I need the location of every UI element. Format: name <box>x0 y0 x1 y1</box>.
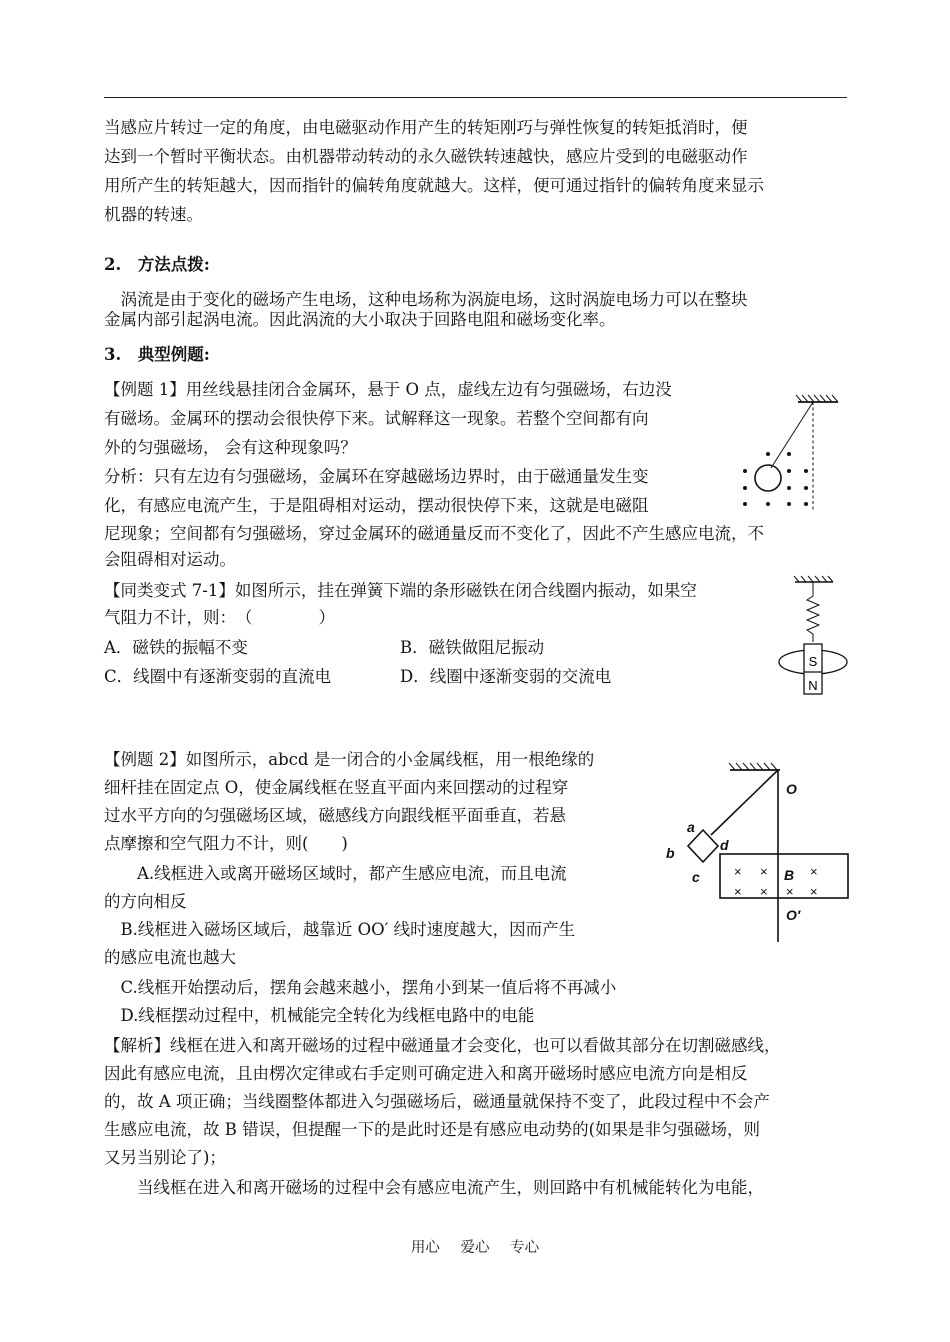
label-o-prime: O′ <box>786 907 801 923</box>
analysis-text: 【解析】线框在进入和离开磁场的过程中磁通量才会变化，也可以看做其部分在切割磁感线， <box>104 1036 781 1055</box>
option-b-cont: 的感应电流也越大 <box>104 948 236 967</box>
option-a-cont: 的方向相反 <box>104 892 187 911</box>
analysis-text: 因此有感应电流，且由楞次定律或右手定则可确定进入和离开磁场时感应电流方向是相反 <box>104 1064 748 1083</box>
label-o: O <box>786 781 797 797</box>
pendulum-ring-figure <box>740 392 840 512</box>
magnet-s-label: S <box>808 654 818 669</box>
example-text: 会阻碍相对运动。 <box>104 550 236 569</box>
footer-word: 爱心 <box>460 1240 490 1256</box>
label-b: b <box>666 845 675 861</box>
analysis-text: 当线框在进入和离开磁场的过程中会有感应电流产生，则回路中有机械能转化为电能， <box>104 1178 764 1197</box>
header-rule <box>104 97 847 98</box>
body-text: 机器的转速。 <box>104 205 203 224</box>
svg-text:×: × <box>760 864 768 879</box>
label-d: d <box>720 837 729 853</box>
analysis-text: 的，故 A 项正确；当线圈整体都进入匀强磁场后，磁通量就保持不变了，此段过程中不会产 <box>104 1092 770 1111</box>
option-c: C.线框开始摆动后，摆角会越来越小，摆角小到某一值后将不再减小 <box>104 978 617 997</box>
label-a: a <box>687 819 695 835</box>
example-text: 尼现象；空间都有匀强磁场，穿过金属环的磁通量反而不变化了，因此不产生感应电流，不 <box>104 524 764 543</box>
body-text: 涡流是由于变化的磁场产生电场，这种电场称为涡旋电场，这时涡旋电场力可以在整块 <box>104 290 748 309</box>
swinging-frame-figure <box>660 758 860 948</box>
svg-text:×: × <box>760 884 768 899</box>
magnet-n-label: N <box>808 678 818 693</box>
option-d: D.线框摆动过程中，机械能完全转化为线框电路中的电能 <box>104 1006 535 1025</box>
variant-text: 气阻力不计，则： （ ） <box>104 608 335 627</box>
example-text: 过水平方向的匀强磁场区域，磁感线方向跟线框平面垂直，若悬 <box>104 806 566 825</box>
option-c: C．线圈中有逐渐变弱的直流电 <box>104 667 332 686</box>
option-d: D．线圈中逐渐变弱的交流电 <box>400 667 612 686</box>
example-text: 化，有感应电流产生，于是阻碍相对运动，摆动很快停下来，这就是电磁阻 <box>104 496 649 515</box>
option-a: A．磁铁的振幅不变 <box>104 638 248 657</box>
option-a: A.线框进入或离开磁场区域时，都产生感应电流，而且电流 <box>104 864 567 883</box>
variant-text: 【同类变式 7-1】如图所示，挂在弹簧下端的条形磁铁在闭合线圈内振动，如果空 <box>104 581 697 600</box>
body-text: 当感应片转过一定的角度，由电磁驱动作用产生的转矩刚巧与弹性恢复的转矩抵消时，便 <box>104 118 748 137</box>
option-b: B.线框进入磁场区域后，越靠近 OO′ 线时速度越大，因而产生 <box>104 920 576 939</box>
analysis-text: 又另当别论了)； <box>104 1148 226 1167</box>
option-b: B．磁铁做阻尼振动 <box>400 638 545 657</box>
body-text: 金属内部引起涡电流。因此涡流的大小取决于回路电阻和磁场变化率。 <box>104 310 616 329</box>
example-text: 【例题 2】如图所示，abcd 是一闭合的小金属线框，用一根绝缘的 <box>104 750 595 769</box>
section-heading: 3. 典型例题: <box>104 345 210 364</box>
example-text: 分析：只有左边有匀强磁场，金属环在穿越磁场边界时，由于磁通量发生变 <box>104 467 649 486</box>
spring-magnet-figure <box>775 578 850 698</box>
body-text: 达到一个暂时平衡状态。由机器带动转动的永久磁铁转速越快，感应片受到的电磁驱动作 <box>104 147 748 166</box>
footer-word: 用心 <box>410 1240 440 1256</box>
example-text: 外的匀强磁场， 会有这种现象吗？ <box>104 438 357 457</box>
footer-word: 专心 <box>510 1240 540 1256</box>
example-text: 点摩擦和空气阻力不计，则( ) <box>104 834 348 853</box>
analysis-text: 生感应电流，故 B 错误，但提醒一下的是此时还是有感应电动势的(如果是非匀强磁场，则 <box>104 1120 761 1139</box>
page-footer <box>0 1236 950 1257</box>
section-heading: 2. 方法点拨: <box>104 255 210 274</box>
svg-text:×: × <box>734 864 742 879</box>
body-text: 用所产生的转矩越大，因而指针的偏转角度就越大。这样，便可通过指针的偏转角度来显示 <box>104 176 764 195</box>
svg-text:×: × <box>810 884 818 899</box>
label-b-field: B <box>784 867 795 883</box>
label-c: c <box>692 869 700 885</box>
example-text: 细杆挂在固定点 O，使金属线框在竖直平面内来回摆动的过程穿 <box>104 778 569 797</box>
svg-text:×: × <box>734 884 742 899</box>
svg-text:×: × <box>786 884 794 899</box>
example-text: 有磁场。金属环的摆动会很快停下来。试解释这一现象。若整个空间都有向 <box>104 409 649 428</box>
svg-text:×: × <box>810 864 818 879</box>
example-text: 【例题 1】用丝线悬挂闭合金属环，悬于 O 点，虚线左边有匀强磁场，右边没 <box>104 380 672 399</box>
